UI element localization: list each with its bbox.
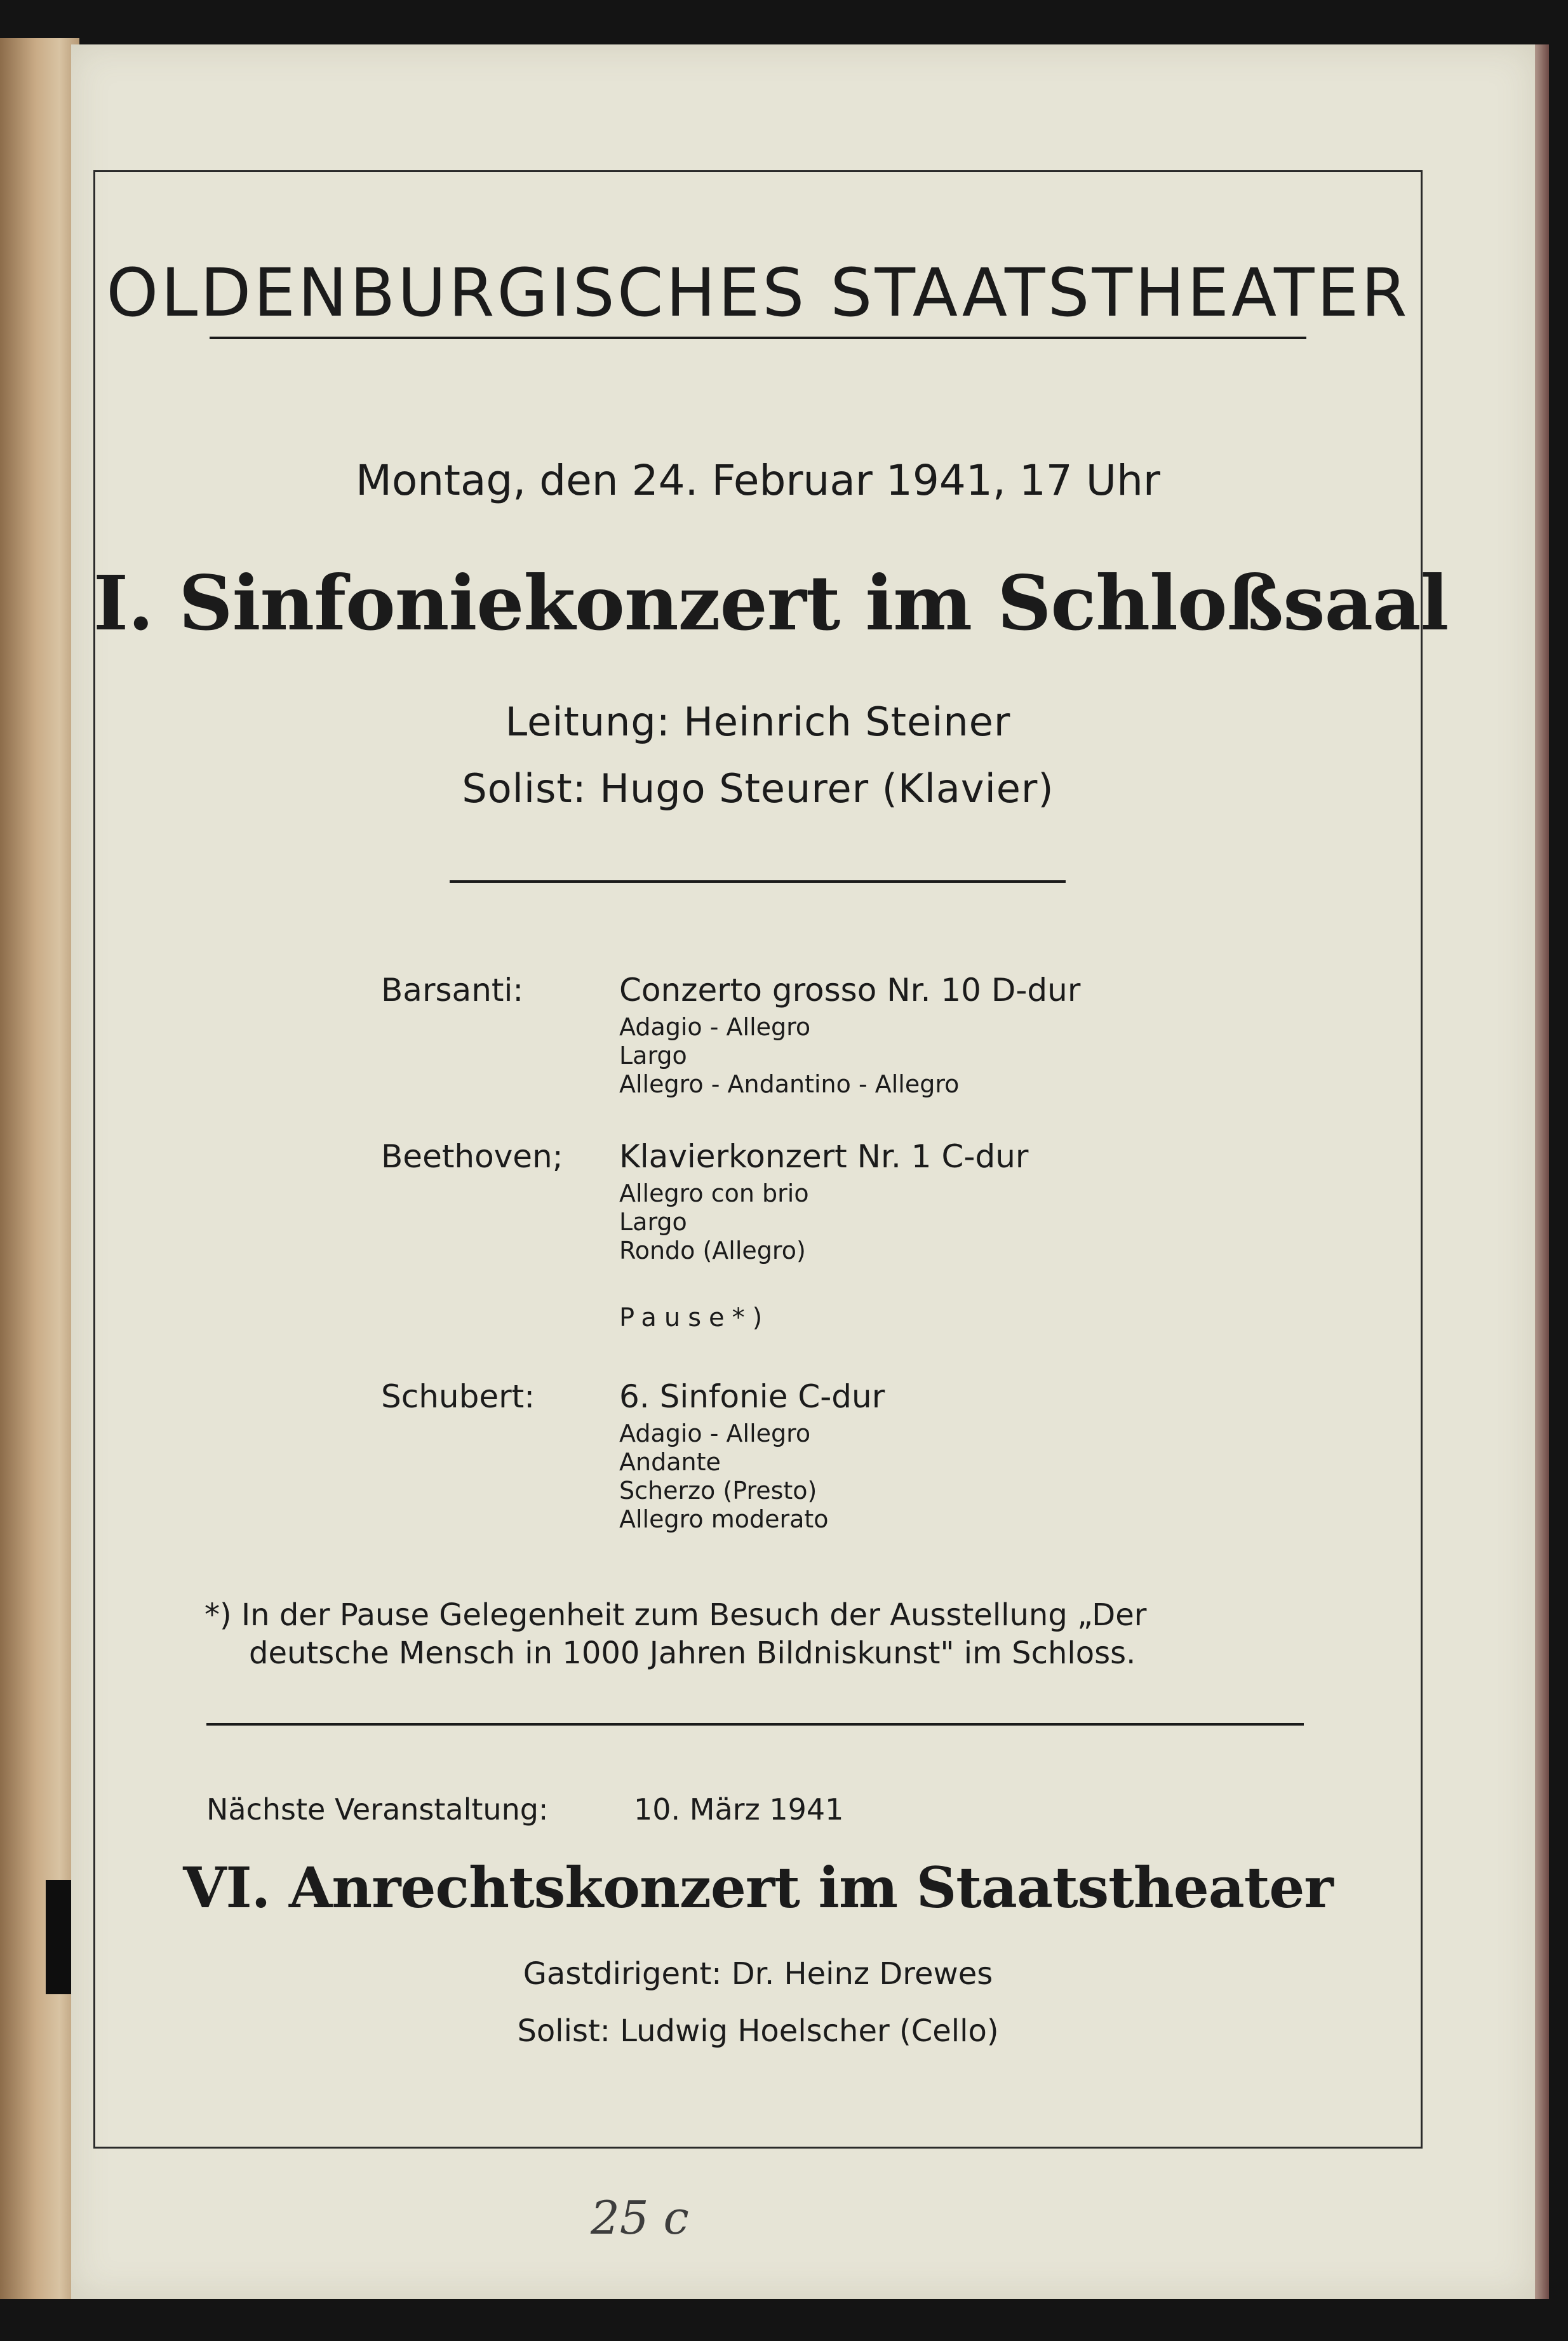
concert-soloist: Solist: Hugo Steurer (Klavier) xyxy=(462,765,1054,812)
next-event-label: Nächste Veranstaltung: xyxy=(206,1792,549,1827)
movement: Adagio - Allegro xyxy=(619,1013,811,1041)
theater-name: OLDENBURGISCHES STAATSTHEATER xyxy=(106,254,1410,332)
movement: Allegro con brio xyxy=(619,1179,809,1207)
movement: Largo xyxy=(619,1042,687,1070)
next-event-date: 10. März 1941 xyxy=(634,1792,844,1827)
composer-name: Beethoven; xyxy=(381,1138,563,1175)
next-event-soloist: Solist: Ludwig Hoelscher (Cello) xyxy=(517,2013,999,2049)
footnote-line: deutsche Mensch in 1000 Jahren Bildniskunst" im Schloss. xyxy=(249,1635,1136,1671)
movement: Allegro - Andantino - Allegro xyxy=(619,1070,960,1098)
composer-name: Schubert: xyxy=(381,1378,535,1415)
work-title: 6. Sinfonie C-dur xyxy=(619,1378,885,1415)
intermission: Pause*) xyxy=(619,1303,770,1332)
concert-date: Montag, den 24. Februar 1941, 17 Uhr xyxy=(355,456,1161,505)
composer-name: Barsanti: xyxy=(381,972,524,1009)
page-edge xyxy=(1535,44,1549,2299)
movement: Adagio - Allegro xyxy=(619,1419,811,1447)
handwritten-note: 25 c xyxy=(591,2191,689,2244)
concert-title: I. Sinfoniekonzert im Schloßsaal xyxy=(93,559,1449,647)
program-divider xyxy=(450,880,1066,883)
movement: Andante xyxy=(619,1448,721,1476)
next-event-title: VI. Anrechtskonzert im Staatstheater xyxy=(183,1855,1333,1921)
work-title: Klavierkonzert Nr. 1 C-dur xyxy=(619,1138,1029,1175)
movement: Largo xyxy=(619,1208,687,1236)
next-event-conductor: Gastdirigent: Dr. Heinz Drewes xyxy=(523,1956,993,1992)
work-title: Conzerto grosso Nr. 10 D-dur xyxy=(619,972,1081,1009)
concert-conductor: Leitung: Heinrich Steiner xyxy=(505,699,1011,745)
movement: Allegro moderato xyxy=(619,1505,829,1533)
movement: Scherzo (Presto) xyxy=(619,1477,817,1505)
movement: Rondo (Allegro) xyxy=(619,1237,806,1264)
binding-shadow xyxy=(46,1880,71,1994)
footnote-line: *) In der Pause Gelegenheit zum Besuch der Ausstellung „Der xyxy=(204,1597,1147,1633)
footer-rule xyxy=(206,1723,1304,1726)
header-rule xyxy=(210,337,1306,339)
